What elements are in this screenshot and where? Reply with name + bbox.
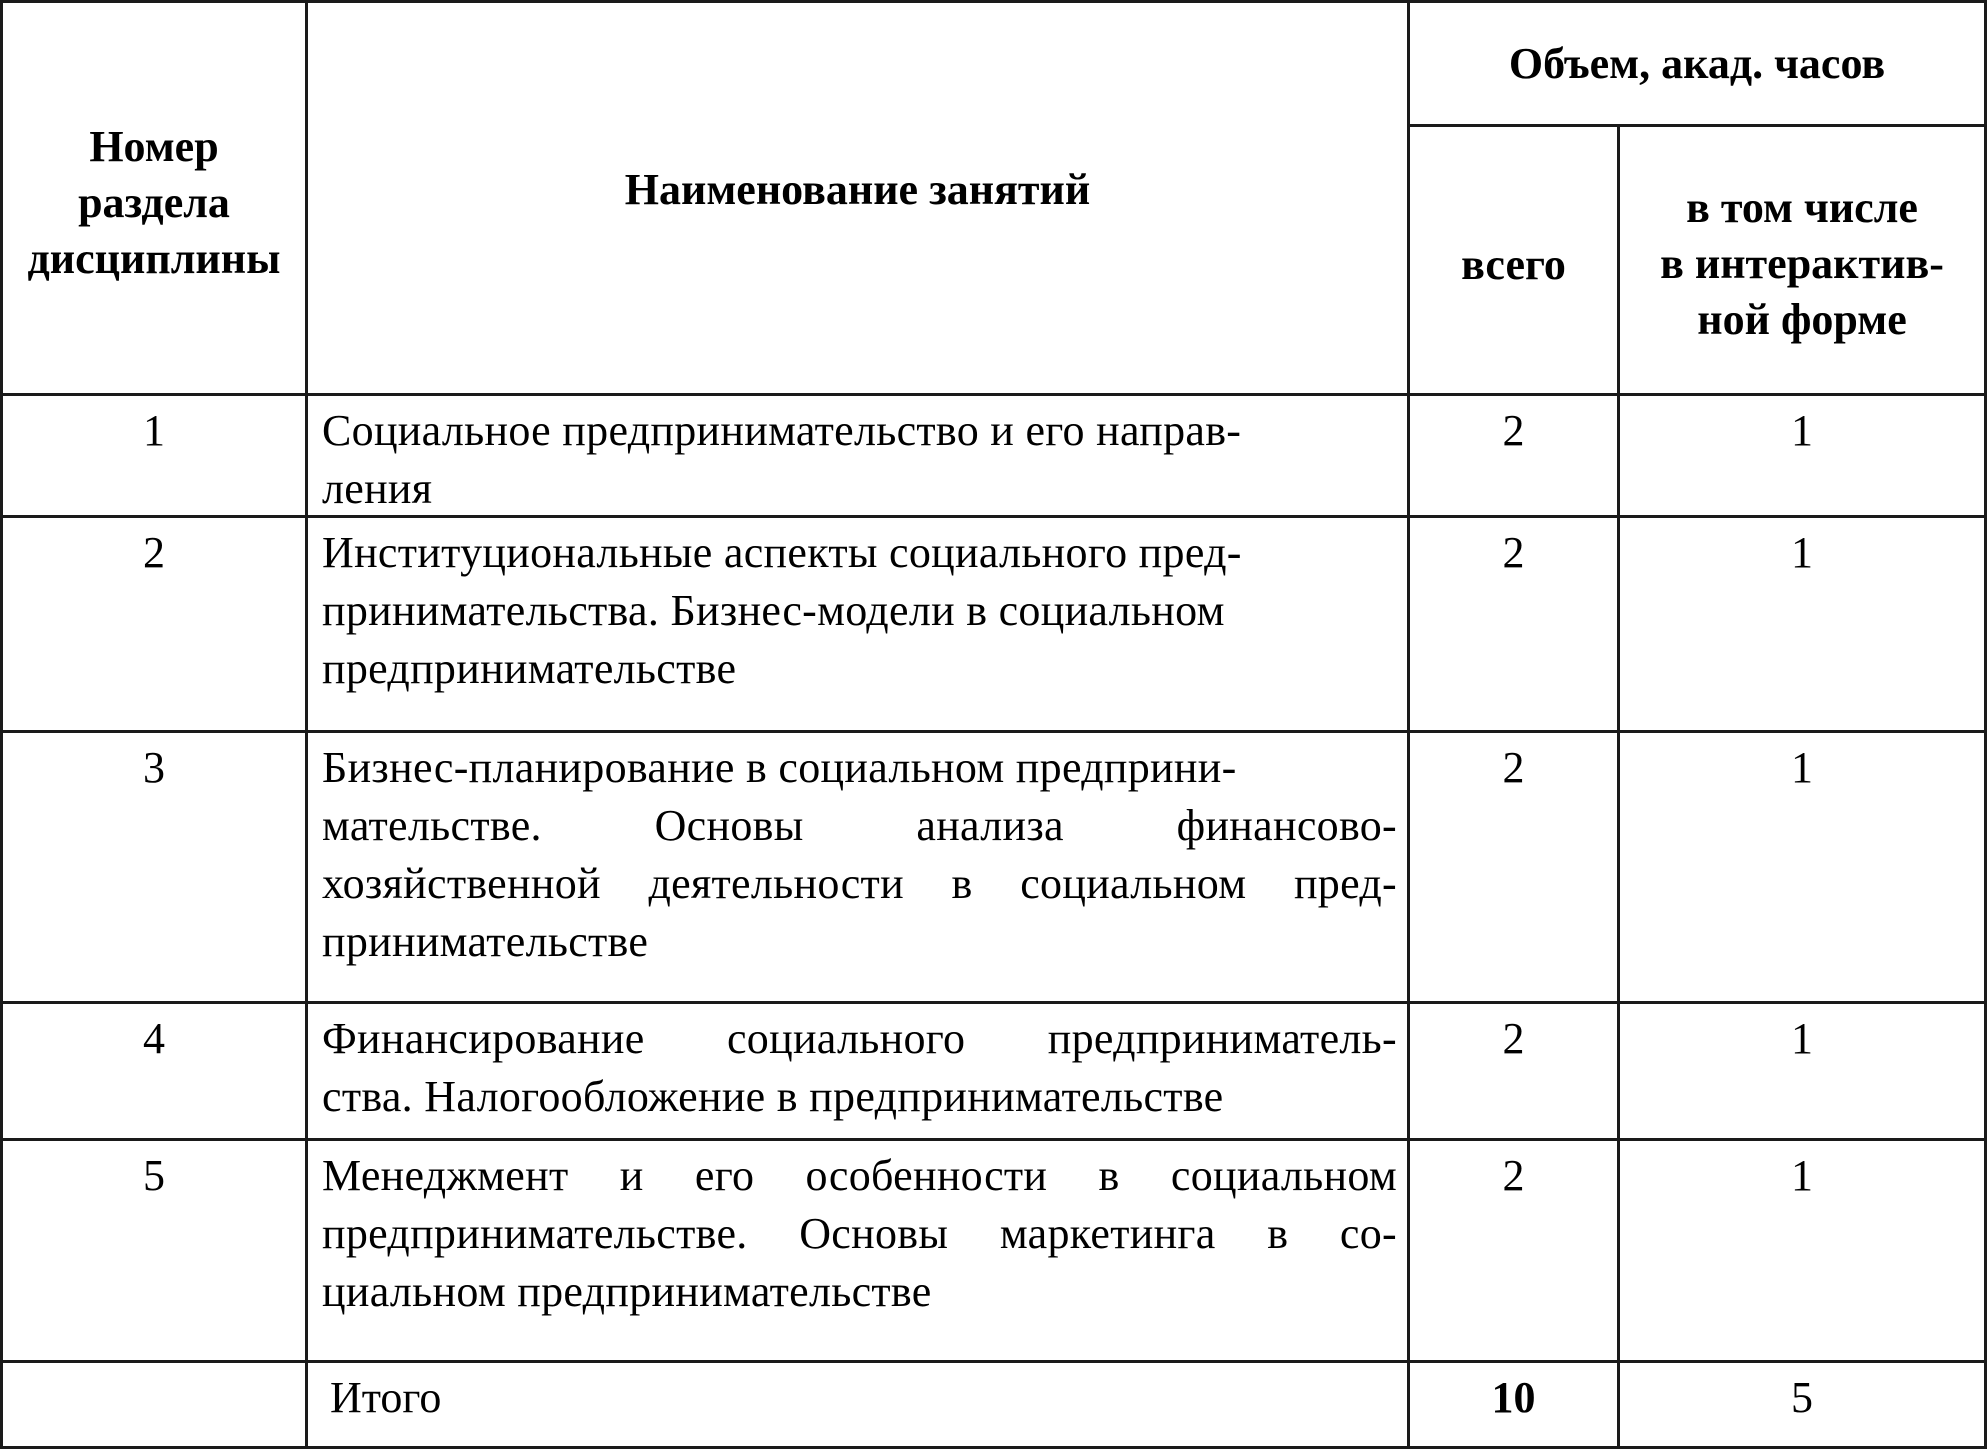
footer-total-hours: 10 [1491, 1373, 1536, 1422]
header-lesson-name-text: Наименование занятий [624, 165, 1091, 214]
text-line: Бизнес-планирование в социальном предприни- [322, 743, 1237, 792]
row-2-lesson-name [308, 518, 1407, 730]
header-total-text: всего [1461, 240, 1566, 289]
row-4-total-hours: 2 [1502, 1014, 1525, 1063]
text-line: Институциональные аспекты социального пред- [322, 528, 1242, 577]
row-5-interactive-hours: 1 [1791, 1151, 1813, 1200]
row-1-section-number: 1 [143, 406, 165, 455]
row-5-total-hours: 2 [1502, 1151, 1525, 1200]
row-3-total-hours: 2 [1502, 743, 1525, 792]
header-volume [1410, 3, 1984, 124]
header-interactive [1620, 127, 1984, 393]
text-line: принимательства. Бизнес-модели в социальном [322, 586, 1225, 635]
row-2-interactive-hours: 1 [1791, 528, 1813, 577]
header-volume-text: Объем, акад. часов [1508, 38, 1886, 88]
row-3-section-number: 3 [143, 743, 165, 792]
row-4-interactive-hours: 1 [1791, 1014, 1813, 1063]
footer-total-label: Итого [330, 1373, 442, 1422]
header-interactive-line: в том числе [1686, 183, 1918, 232]
text-line: Социальное предпринимательство и его направ- [322, 406, 1242, 455]
footer-interactive-hours: 5 [1791, 1373, 1813, 1422]
table-border-bottom [0, 1446, 1987, 1449]
row-2-total-hours: 2 [1502, 528, 1525, 577]
row-1-total-hours: 2 [1502, 406, 1525, 455]
text-line: предпринимательстве [322, 644, 737, 693]
row-5-lesson-name [308, 1141, 1407, 1360]
text-line: предпринимательстве. Основы маркетинга в со- [322, 1209, 1397, 1258]
header-interactive-line: в интерактив- [1660, 239, 1944, 288]
text-line: принимательстве [322, 917, 649, 966]
header-section-number-line: Номер [89, 122, 219, 171]
row-1-lesson-name [308, 396, 1407, 515]
header-section-number-line: дисциплины [27, 234, 281, 283]
text-line: Финансирование социального предприниматель- [322, 1014, 1397, 1063]
text-line: мательстве. Основы анализа финансово- [322, 801, 1397, 850]
row-4-lesson-name [308, 1004, 1407, 1138]
row-5-section-number: 5 [143, 1151, 165, 1200]
text-line: ства. Налогообложение в предпринимательстве [322, 1072, 1224, 1121]
header-interactive-line: ной форме [1697, 295, 1907, 344]
header-total [1410, 127, 1617, 393]
row-4-section-number: 4 [143, 1014, 165, 1063]
header-lesson-name [308, 3, 1407, 393]
row-1-interactive-hours: 1 [1791, 406, 1813, 455]
text-line: ления [322, 464, 433, 513]
header-section-number-line: раздела [78, 178, 230, 227]
text-line: Менеджмент и его особенности в социальном [322, 1151, 1397, 1200]
header-section-number [3, 3, 305, 393]
row-3-lesson-name [308, 733, 1407, 1001]
row-3-interactive-hours: 1 [1791, 743, 1813, 792]
row-2-section-number: 2 [143, 528, 165, 577]
text-line: хозяйственной деятельности в социальном пред- [322, 859, 1397, 908]
text-line: циальном предпринимательстве [322, 1267, 932, 1316]
